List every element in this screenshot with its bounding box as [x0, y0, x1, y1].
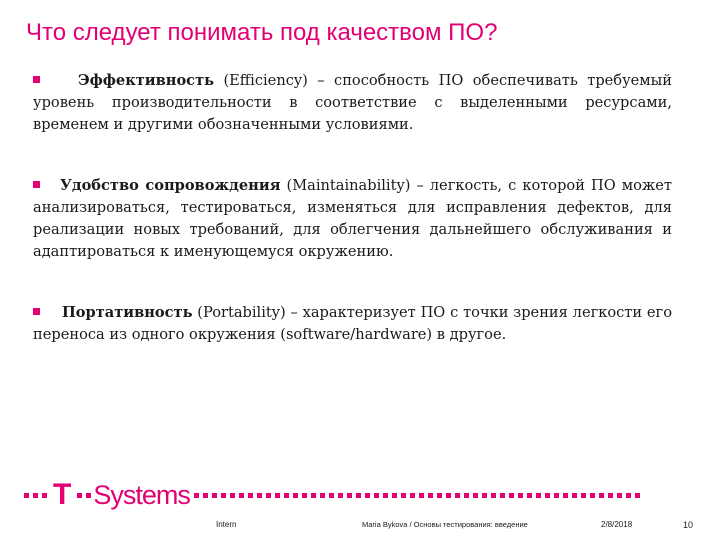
logo-dots-left	[24, 493, 47, 498]
list-item-maintainability	[33, 175, 672, 263]
list-item-efficiency	[33, 70, 672, 136]
footer-page-number: 10	[683, 520, 694, 530]
logo-dots-right	[194, 493, 640, 498]
term-maintainability: Удобство сопровождения	[60, 177, 281, 194]
logo-wordmark: Systems	[93, 479, 190, 510]
definition-maintainability: (Maintainability) – легкость, с которой ПО может анализироваться, тестироваться, изменяться для исправления дефектов, для реализации новых требований, для облегчения дальнейшего обслуживания и адаптироваться к именующемуся окружению.	[33, 177, 672, 260]
footer-classification: Intern	[216, 520, 237, 529]
list-item-portability	[33, 302, 672, 346]
definition-portability: (Portability) – характеризует ПО с точки зрения легкости его переноса из одного окружения (software/hardware) в другое.	[33, 304, 672, 343]
term-efficiency: Эффективность	[78, 72, 215, 89]
bullet-icon	[33, 308, 40, 315]
logo-dots-middle	[77, 493, 91, 498]
bullet-icon	[33, 76, 40, 83]
footer-date: 2/8/2018	[601, 520, 633, 529]
definition-efficiency: (Efficiency) – способность ПО обеспечивать требуемый уровень производительности в соответствие с выделенными ресурсами, временем и другими обозначенными условиями.	[33, 72, 672, 133]
slide-content	[33, 70, 672, 346]
slide-title: Что следует понимать под качеством ПО?	[26, 19, 498, 46]
logo-t-mark: T	[53, 478, 72, 511]
t-systems-logo	[24, 478, 640, 512]
bullet-icon	[33, 181, 40, 188]
term-portability: Портативность	[62, 304, 193, 321]
footer-author: Maria Bykova / Основы тестирования: введение	[362, 520, 528, 529]
